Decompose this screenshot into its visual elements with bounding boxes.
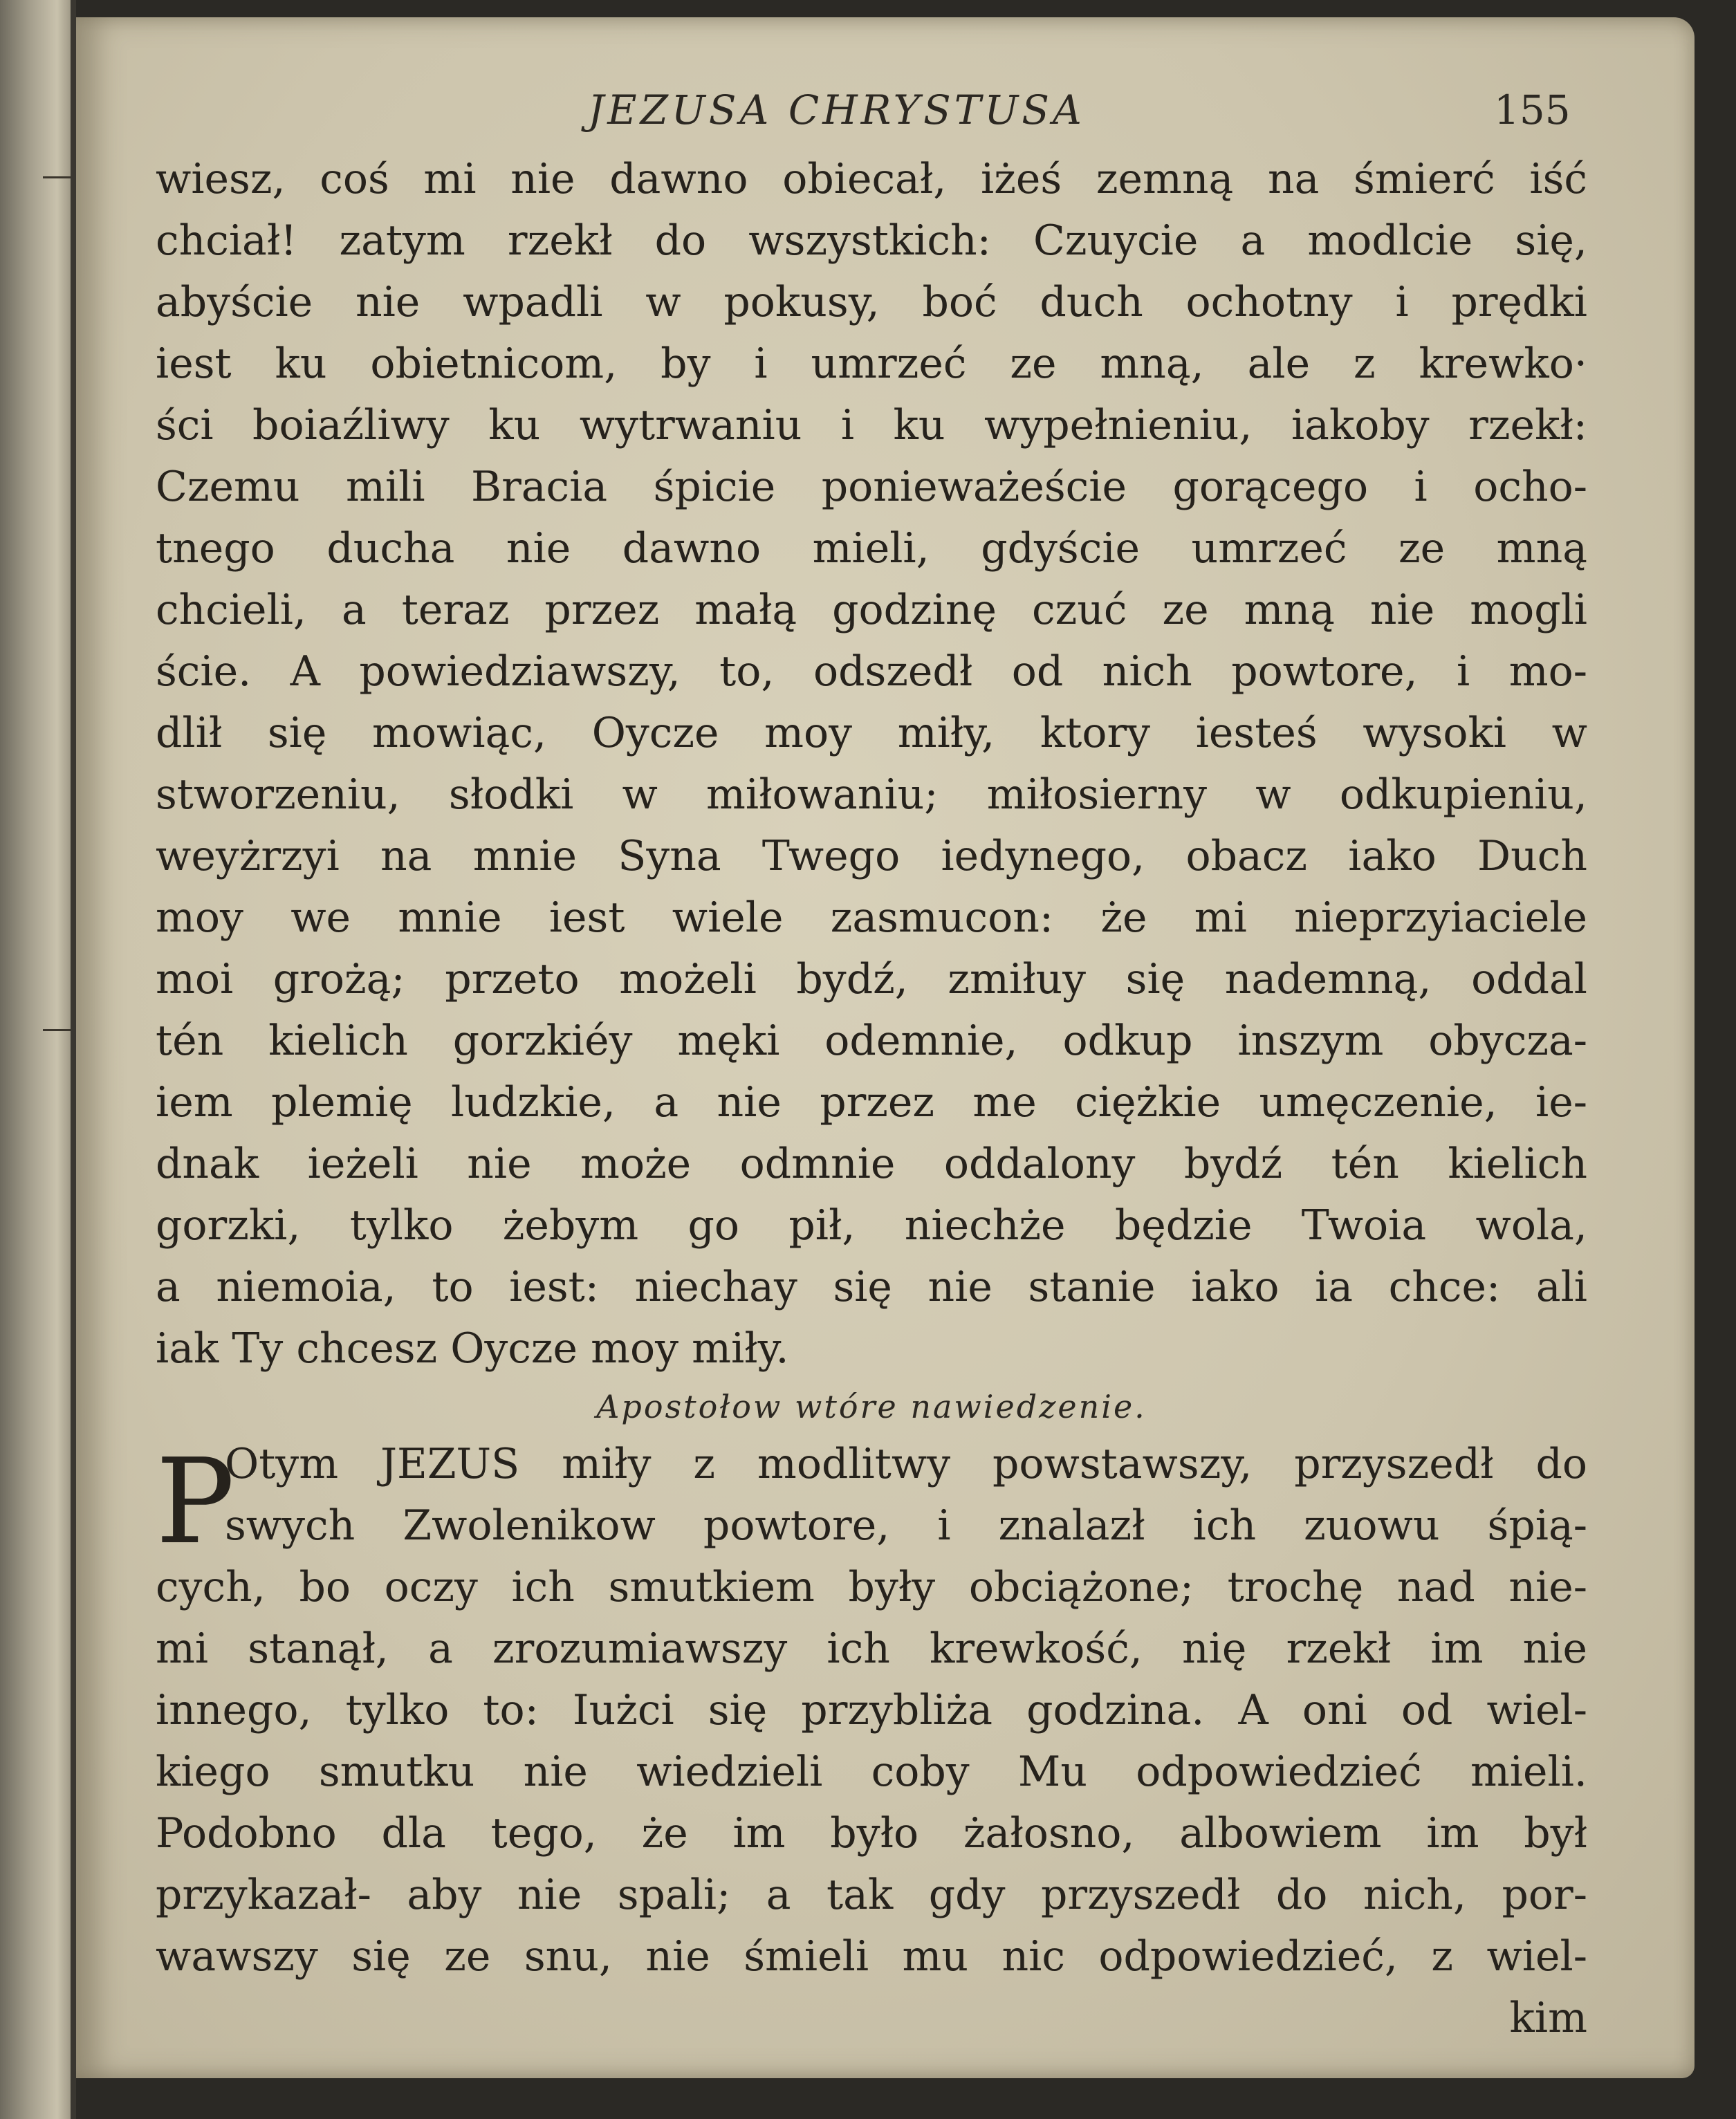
text-line: tnego ducha nie dawno mieli, gdyście umrzeć ze mną xyxy=(156,524,1587,573)
margin-mark xyxy=(43,1029,71,1031)
text-line: przykazał- aby nie spali; a tak gdy przyszedł do nich, por- xyxy=(156,1871,1587,1919)
text-line: wiesz, coś mi nie dawno obiecał, iżeś zemną na śmierć iść xyxy=(156,155,1587,203)
text-line: mi stanął, a zrozumiawszy ich krewkość, nię rzekł im nie xyxy=(156,1625,1587,1673)
page-number: 155 xyxy=(1494,86,1571,133)
facing-page-edge xyxy=(0,0,76,2119)
text-line: tén kielich gorzkiéy męki odemnie, odkup inszym obycza- xyxy=(156,1017,1587,1065)
drop-capital: P xyxy=(156,1434,235,1571)
text-block xyxy=(156,149,1587,2049)
text-line: abyście nie wpadli w pokusy, boć duch ochotny i prędki xyxy=(156,278,1587,326)
text-line: iak Ty chcesz Oycze moy miły. xyxy=(156,1324,789,1373)
margin-mark xyxy=(43,176,71,178)
paragraph-1 xyxy=(156,149,1587,1380)
book-page xyxy=(76,17,1695,2078)
text-line: iest ku obietnicom, by i umrzeć ze mną, ale z krewko· xyxy=(156,340,1587,388)
running-head xyxy=(76,86,1695,142)
text-line: swych Zwolenikow powtore, i znalazł ich zuowu śpią- xyxy=(225,1501,1587,1550)
text-line: cych, bo oczy ich smutkiem były obciążone; trochę nad nie- xyxy=(156,1563,1587,1611)
text-line: wawszy się ze snu, nie śmieli mu nic odpowiedzieć, z wiel- xyxy=(156,1932,1587,1981)
text-line: chciał! zatym rzekł do wszystkich: Czuycie a modlcie się, xyxy=(156,216,1587,265)
text-line: Czemu mili Bracia śpicie ponieważeście gorącego i ocho- xyxy=(156,463,1587,511)
text-line: chcieli, a teraz przez małą godzinę czuć ze mną nie mogli xyxy=(156,586,1587,634)
text-line: Otym JEZUS miły z modlitwy powstawszy, przyszedł do xyxy=(225,1440,1587,1488)
paragraph-2 xyxy=(156,1434,1587,2049)
text-line: dnak ieżeli nie może odmnie oddalony bydź tén kielich xyxy=(156,1140,1587,1188)
text-line: weyżrzyi na mnie Syna Twego iedynego, obacz iako Duch xyxy=(156,832,1587,880)
text-line: dlił się mowiąc, Oycze moy miły, ktory iesteś wysoki w xyxy=(156,709,1587,757)
text-line: moi grożą; przeto możeli bydź, zmiłuy się nademną, oddal xyxy=(156,955,1587,1003)
text-line: innego, tylko to: Iużci się przybliża godzina. A oni od wiel- xyxy=(156,1686,1587,1734)
text-line: stworzeniu, słodki w miłowaniu; miłosierny w odkupieniu, xyxy=(156,770,1587,819)
catchword: kim xyxy=(1509,1994,1587,2042)
text-line: moy we mnie iest wiele zasmucon: że mi nieprzyiaciele xyxy=(156,894,1587,942)
section-heading: Apostołow wtóre nawiedzenie. xyxy=(596,1388,1147,1425)
text-line: ście. A powiedziawszy, to, odszedł od nich powtore, i mo- xyxy=(156,647,1587,696)
text-line: Podobno dla tego, że im było żałosno, albowiem im był xyxy=(156,1809,1587,1858)
text-line: iem plemię ludzkie, a nie przez me ciężkie umęczenie, ie- xyxy=(156,1078,1587,1127)
text-line: a niemoia, to iest: niechay się nie stanie iako ia chce: ali xyxy=(156,1263,1587,1311)
text-line: ści boiaźliwy ku wytrwaniu i ku wypełnieniu, iakoby rzekł: xyxy=(156,401,1587,450)
text-line: kiego smutku nie wiedzieli coby Mu odpowiedzieć mieli. xyxy=(156,1748,1587,1796)
text-line: gorzki, tylko żebym go pił, niechże będzie Twoia wola, xyxy=(156,1201,1587,1250)
running-title: JEZUSA CHRYSTUSA xyxy=(588,86,1085,133)
